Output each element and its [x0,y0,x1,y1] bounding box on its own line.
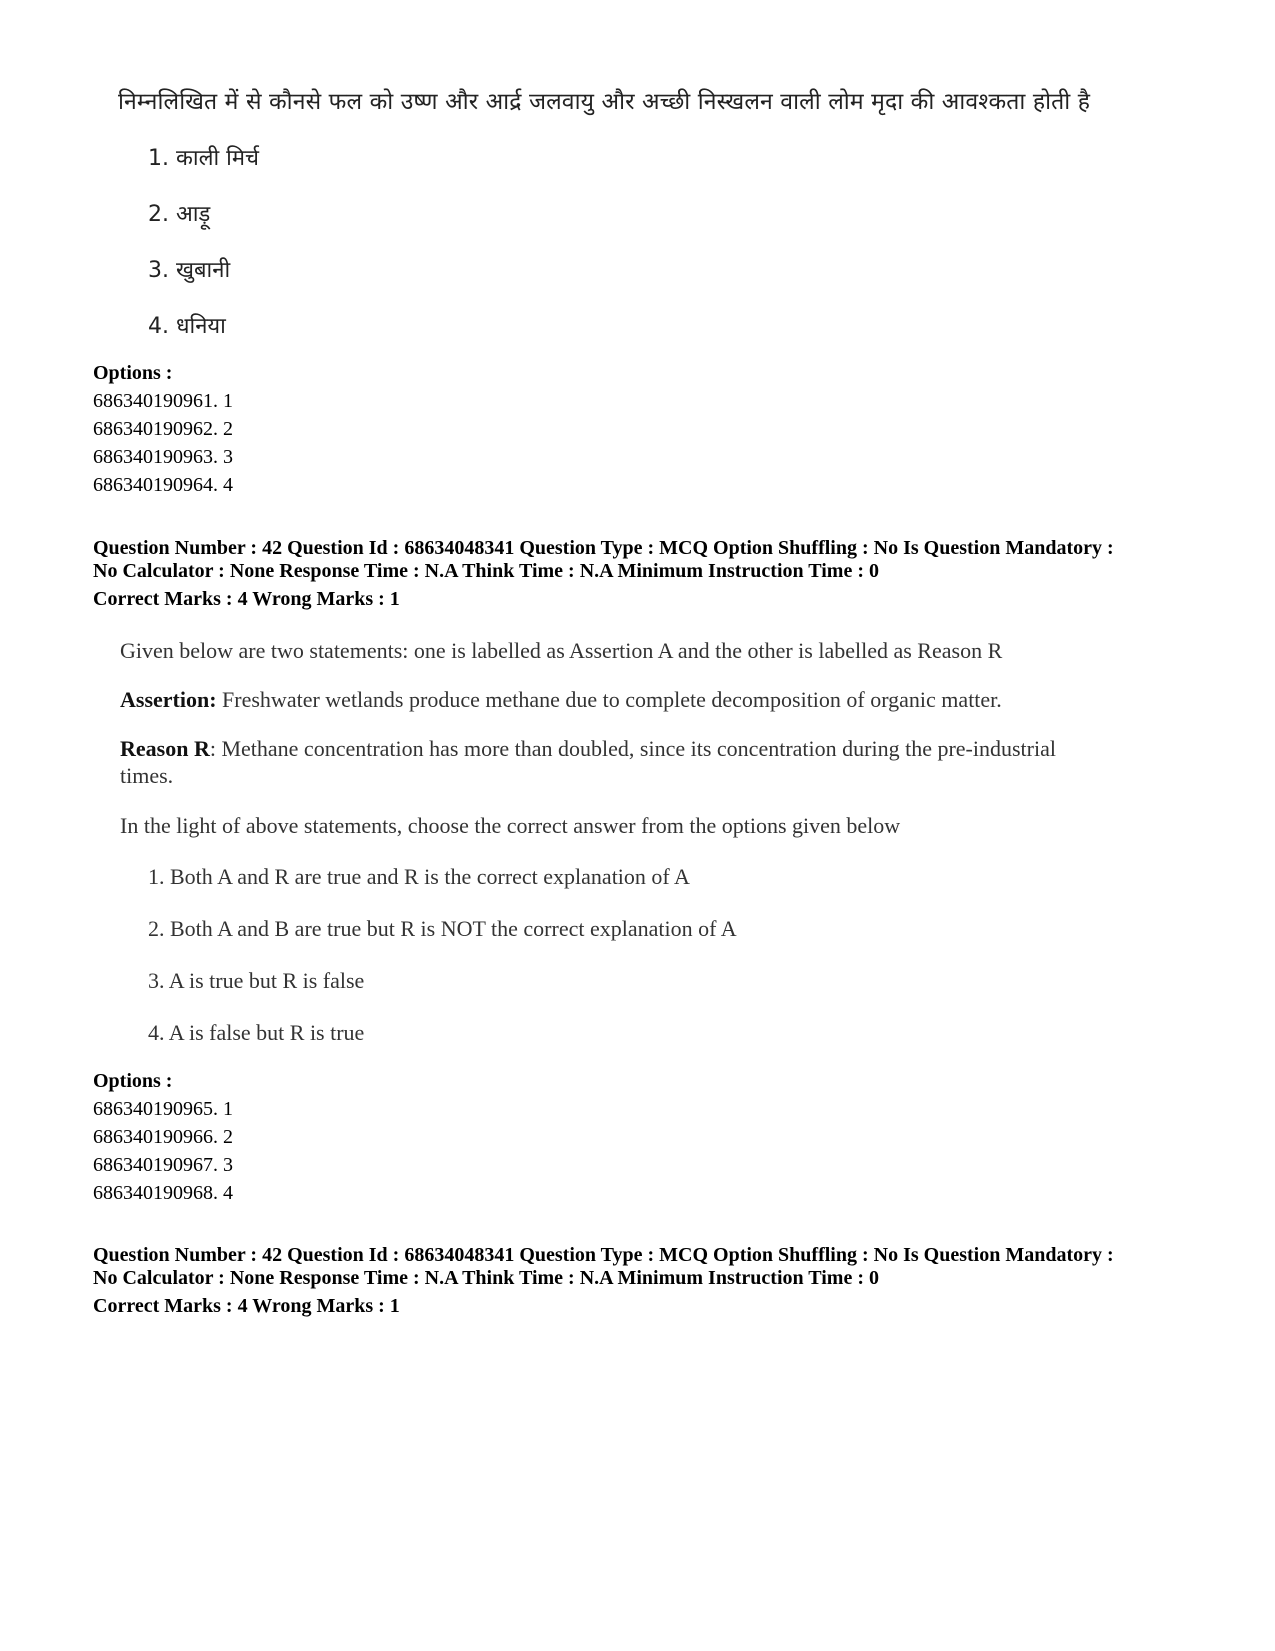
hindi-question-text: निम्नलिखित में से कौनसे फल को उष्ण और आर्द्र जलवायु और अच्छी निस्खलन वाली लोम मृदा की आवश्कता होती है [118,89,1091,115]
option-id-line: 686340190967. 3 [93,1154,233,1176]
question-marks-line: Correct Marks : 4 Wrong Marks : 1 [93,588,400,610]
assertion-statement [120,687,1002,713]
question-marks-line: Correct Marks : 4 Wrong Marks : 1 [93,1295,400,1317]
option-id-line: 686340190966. 2 [93,1126,233,1148]
option-id-line: 686340190961. 1 [93,390,233,412]
reason-label: Reason R [120,736,210,761]
hindi-choice-4: 4. धनिया [148,314,226,339]
english-choice-4: 4. A is false but R is true [148,1020,365,1045]
options-label: Options : [93,362,173,384]
hindi-choice-2: 2. आड़ू [148,202,211,227]
question-intro: Given below are two statements: one is labelled as Assertion A and the other is labelled as Reason R [120,638,1003,663]
reason-statement-continued: times. [120,763,174,788]
question-meta-line-2: No Calculator : None Response Time : N.A Think Time : N.A Minimum Instruction Time : 0 [93,560,879,582]
options-label: Options : [93,1070,173,1092]
question-meta-line-1: Question Number : 42 Question Id : 68634048341 Question Type : MCQ Option Shuffling : No Is Question Mandatory : [93,1244,1114,1266]
option-id-line: 686340190968. 4 [93,1182,233,1204]
option-id-line: 686340190965. 1 [93,1098,233,1120]
assertion-label: Assertion: [120,687,217,712]
option-id-line: 686340190964. 4 [93,474,233,496]
english-choice-3: 3. A is true but R is false [148,968,365,993]
hindi-choice-1: 1. काली मिर्च [148,146,260,171]
option-id-line: 686340190963. 3 [93,446,233,468]
reason-text: : Methane concentration has more than doubled, since its concentration during the pre-industrial [209,736,1056,761]
assertion-text: Freshwater wetlands produce methane due to complete decomposition of organic matter. [216,687,1002,712]
option-id-line: 686340190962. 2 [93,418,233,440]
question-prompt: In the light of above statements, choose the correct answer from the options given below [120,813,901,838]
english-choice-1: 1. Both A and R are true and R is the correct explanation of A [148,864,690,889]
hindi-choice-3: 3. खुबानी [148,258,231,283]
english-choice-2: 2. Both A and B are true but R is NOT the correct explanation of A [148,916,737,941]
question-meta-line-1: Question Number : 42 Question Id : 68634048341 Question Type : MCQ Option Shuffling : No Is Question Mandatory : [93,537,1114,559]
reason-statement [120,736,1056,762]
question-meta-line-2: No Calculator : None Response Time : N.A Think Time : N.A Minimum Instruction Time : 0 [93,1267,879,1289]
